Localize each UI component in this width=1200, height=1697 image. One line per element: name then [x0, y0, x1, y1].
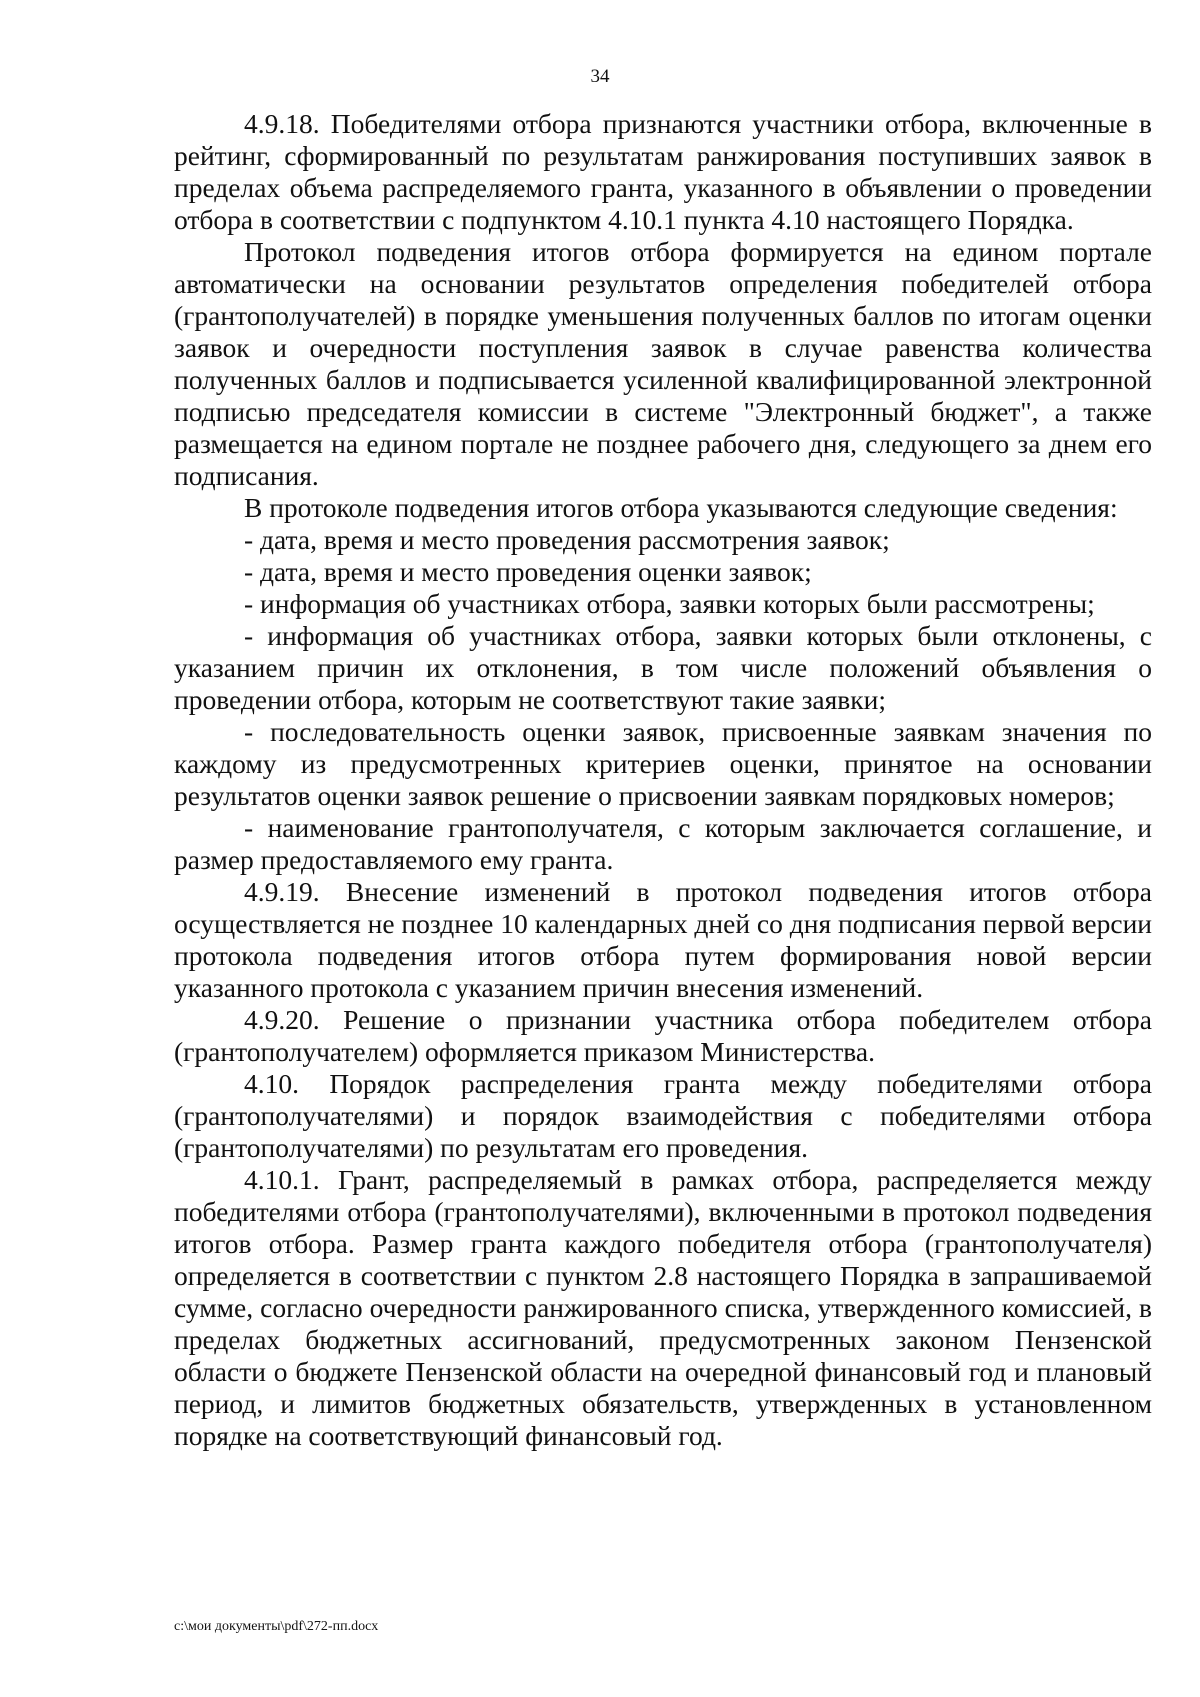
list-item-reviewed-participants: - информация об участниках отбора, заявки которых были рассмотрены; [244, 588, 1095, 619]
paragraph-4-10: 4.10. Порядок распределения гранта между победителями отбора (грантополучателями) и порядок взаимодействия с победителями отбора (грантополучателями) по результатам его проведения. [174, 1068, 1152, 1163]
list-item-evaluation-date: - дата, время и место проведения оценки заявок; [244, 556, 812, 587]
paragraph-protocol-formation: Протокол подведения итогов отбора формируется на едином портале автоматически на основании результатов определения победителей отбора (грантополучателей) в порядке уменьшения полученных баллов по итогам оценки заявок и очередности поступления заявок в случае равенства количества полученных баллов и подписывается усиленной квалифицированной электронной подписью председателя комиссии в системе "Электронный бюджет", а также размещается на едином портале не позднее рабочего дня, следующего за днем его подписания. [174, 236, 1152, 491]
paragraph-4-9-20: 4.9.20. Решение о признании участника отбора победителем отбора (грантополучателем) оформляется приказом Министерства. [174, 1004, 1152, 1067]
list-item-grant-recipient: - наименование грантополучателя, с которым заключается соглашение, и размер предоставляемого ему гранта. [174, 812, 1152, 875]
paragraph-4-9-18: 4.9.18. Победителями отбора признаются участники отбора, включенные в рейтинг, сформированный по результатам ранжирования поступивших заявок в пределах объема распределяемого гранта, указанного в объявлении о проведении отбора в соответствии с подпунктом 4.10.1 пункта 4.10 настоящего Порядка. [174, 108, 1152, 235]
paragraph-4-10-1: 4.10.1. Грант, распределяемый в рамках отбора, распределяется между победителями отбора (грантополучателями), включенными в протокол подведения итогов отбора. Размер гранта каждого победителя отбора (грантополучателя) определяется в соответствии с пунктом 2.8 настоящего Порядка в запрашиваемой сумме, согласно очередности ранжированного списка, утвержденного комиссией, в пределах бюджетных ассигнований, предусмотренных законом Пензенской области о бюджете Пензенской области на очередной финансовый год и плановый период, и лимитов бюджетных обязательств, утвержденных в установленном порядке на соответствующий финансовый год. [174, 1164, 1152, 1451]
list-item-rejected-participants: - информация об участниках отбора, заявки которых были отклонены, с указанием причин их отклонения, в том числе положений объявления о проведении отбора, которым не соответствуют такие заявки; [174, 620, 1152, 715]
document-body [174, 108, 1152, 1452]
paragraph-4-9-19: 4.9.19. Внесение изменений в протокол подведения итогов отбора осуществляется не позднее 10 календарных дней со дня подписания первой версии протокола подведения итогов отбора путем формирования новой версии указанного протокола с указанием причин внесения изменений. [174, 876, 1153, 1003]
footer-file-path: c:\мои документы\pdf\272-пп.docx [174, 1619, 379, 1634]
list-item-review-date: - дата, время и место проведения рассмотрения заявок; [244, 524, 890, 555]
list-item-evaluation-sequence: - последовательность оценки заявок, присвоенные заявкам значения по каждому из предусмотренных критериев оценки, принятое на основании результатов оценки заявок решение о присвоении заявкам порядковых номеров; [174, 716, 1152, 811]
paragraph-protocol-contents-intro: В протоколе подведения итогов отбора указываются следующие сведения: [244, 492, 1118, 523]
page-number: 34 [590, 66, 610, 87]
